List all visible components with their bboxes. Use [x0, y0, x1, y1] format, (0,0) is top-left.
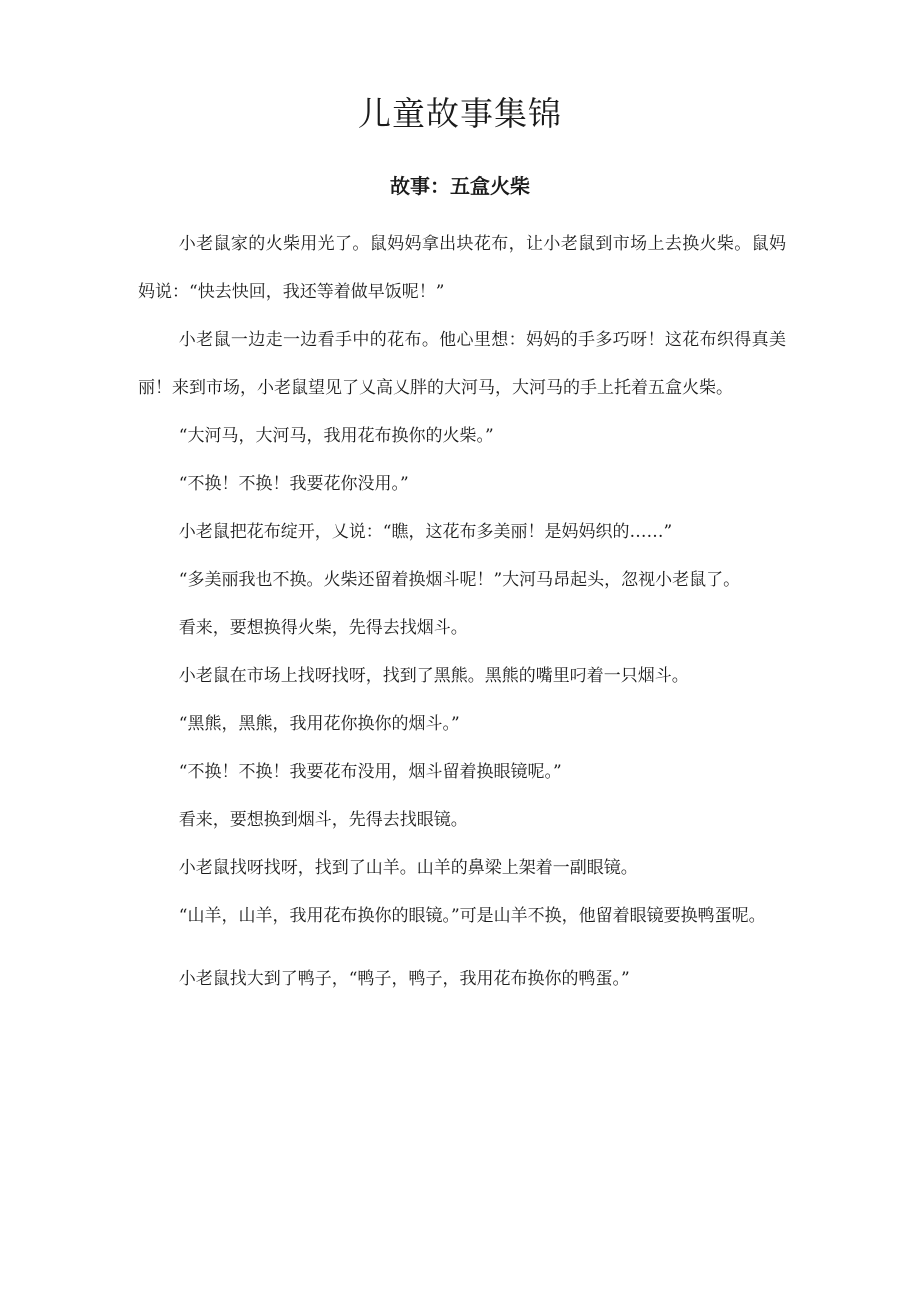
paragraph: “大河马，大河马，我用花布换你的火柴。”: [178, 426, 494, 446]
story-body: [138, 220, 786, 1003]
paragraph: 小老鼠找大到了鸭子，“鸭子，鸭子，我用花布换你的鸭蛋。”: [178, 969, 630, 989]
story-title: 故事：五盒火柴: [390, 174, 530, 198]
paragraph: “山羊，山羊，我用花布换你的眼镜。”可是山羊不换，他留着眼镜要换鸭蛋呢。: [178, 906, 766, 926]
paragraph: 小老鼠在市场上找呀找呀，找到了黑熊。黑熊的嘴里叼着一只烟斗。: [178, 666, 689, 686]
paragraph: 小老鼠家的火柴用光了。鼠妈妈拿出块花布，让小老鼠到市场上去换火柴。鼠妈妈说：“快去快回，我还等着做早饭呢！”: [138, 234, 786, 302]
paragraph: 小老鼠一边走一边看手中的花布。他心里想：妈妈的手多巧呀！这花布织得真美丽！来到市场，小老鼠望见了乂高乂胖的大河马，大河马的手上托着五盒火柴。: [138, 330, 786, 398]
paragraph: “黑熊，黑熊，我用花你换你的烟斗。”: [178, 714, 460, 734]
paragraph: “不换！不换！我要花布没用，烟斗留着换眼镜呢。”: [178, 762, 562, 782]
paragraph: 小老鼠找呀找呀，找到了山羊。山羊的鼻梁上架着一副眼镜。: [178, 858, 638, 878]
paragraph: 看来，要想换到烟斗，先得去找眼镜。: [178, 810, 468, 830]
paragraph: 看来，要想换得火柴，先得去找烟斗。: [178, 618, 468, 638]
paragraph: “多美丽我也不换。火柴还留着换烟斗呢！”大河马昂起头，忽视小老鼠了。: [178, 570, 741, 590]
document-title: 儿童故事集锦: [358, 94, 562, 133]
paragraph: “不换！不换！我要花你没用。”: [178, 474, 409, 494]
paragraph: 小老鼠把花布绽开，乂说：“瞧，这花布多美丽！是妈妈织的……”: [178, 522, 673, 542]
